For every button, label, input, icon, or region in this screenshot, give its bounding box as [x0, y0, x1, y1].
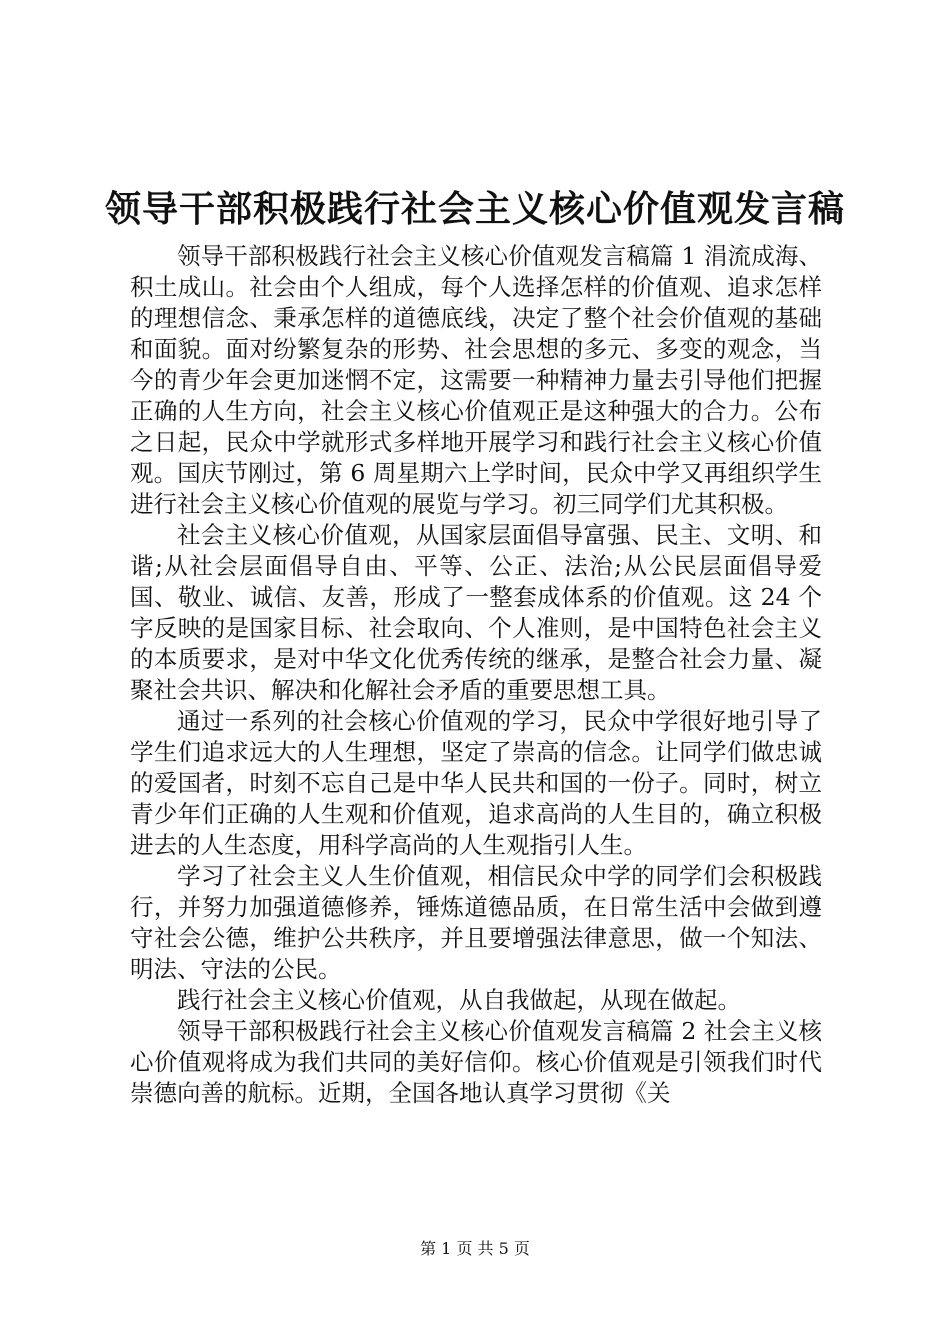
- page-footer: 第 1 页 共 5 页: [420, 1239, 530, 1258]
- paragraph: 践行社会主义核心价值观，从自我做起，从现在做起。: [177, 986, 741, 1014]
- paragraph: 领导干部积极践行社会主义核心价值观发言稿篇 2 社会主义核心价值观将成为我们共同的美好信仰。核心价值观是引领我们时代崇德向善的航标。近期，全国各地认真学习贯彻《关: [130, 1017, 822, 1107]
- document-body: [130, 241, 822, 1109]
- paragraph: 通过一系列的社会核心价值观的学习，民众中学很好地引导了学生们追求远大的人生理想，坚定了崇高的信念。让同学们做忠诚的爱国者，时刻不忘自己是中华人民共和国的一份子。同时，树立青少年们正确的人生观和价值观，追求高尚的人生目的，确立积极进去的人生态度，用科学高尚的人生观指引人生。: [130, 707, 822, 859]
- paragraph: 学习了社会主义人生价值观，相信民众中学的同学们会积极践行，并努力加强道德修养，锤炼道德品质，在日常生活中会做到遵守社会公德，维护公共秩序，并且要增强法律意思，做一个知法、明法、守法的公民。: [130, 862, 822, 983]
- paragraph: 领导干部积极践行社会主义核心价值观发言稿篇 1 涓流成海、积土成山。社会由个人组成，每个人选择怎样的价值观、追求怎样的理想信念、秉承怎样的道德底线，决定了整个社会价值观的基础和面貌。面对纷繁复杂的形势、社会思想的多元、多变的观念，当今的青少年会更加迷惘不定，这需要一种精神力量去引导他们把握正确的人生方向，社会主义核心价值观正是这种强大的合力。公布之日起，民众中学就形式多样地开展学习和践行社会主义核心价值观。国庆节刚过，第 6 周星期六上学时间，民众中学又再组织学生进行社会主义核心价值观的展览与学习。初三同学们尤其积极。: [130, 242, 822, 518]
- paragraph: 社会主义核心价值观，从国家层面倡导富强、民主、文明、和谐;从社会层面倡导自由、平等、公正、法治;从公民层面倡导爱国、敬业、诚信、友善，形成了一整套成体系的价值观。这 24 个字反映的是国家目标、社会取向、个人准则，是中国特色社会主义的本质要求，是对中华文化优秀传统的继承，是整合社会力量、凝聚社会共识、解决和化解社会矛盾的重要思想工具。: [130, 521, 822, 704]
- document-title: 领导干部积极践行社会主义核心价值观发言稿: [104, 188, 845, 230]
